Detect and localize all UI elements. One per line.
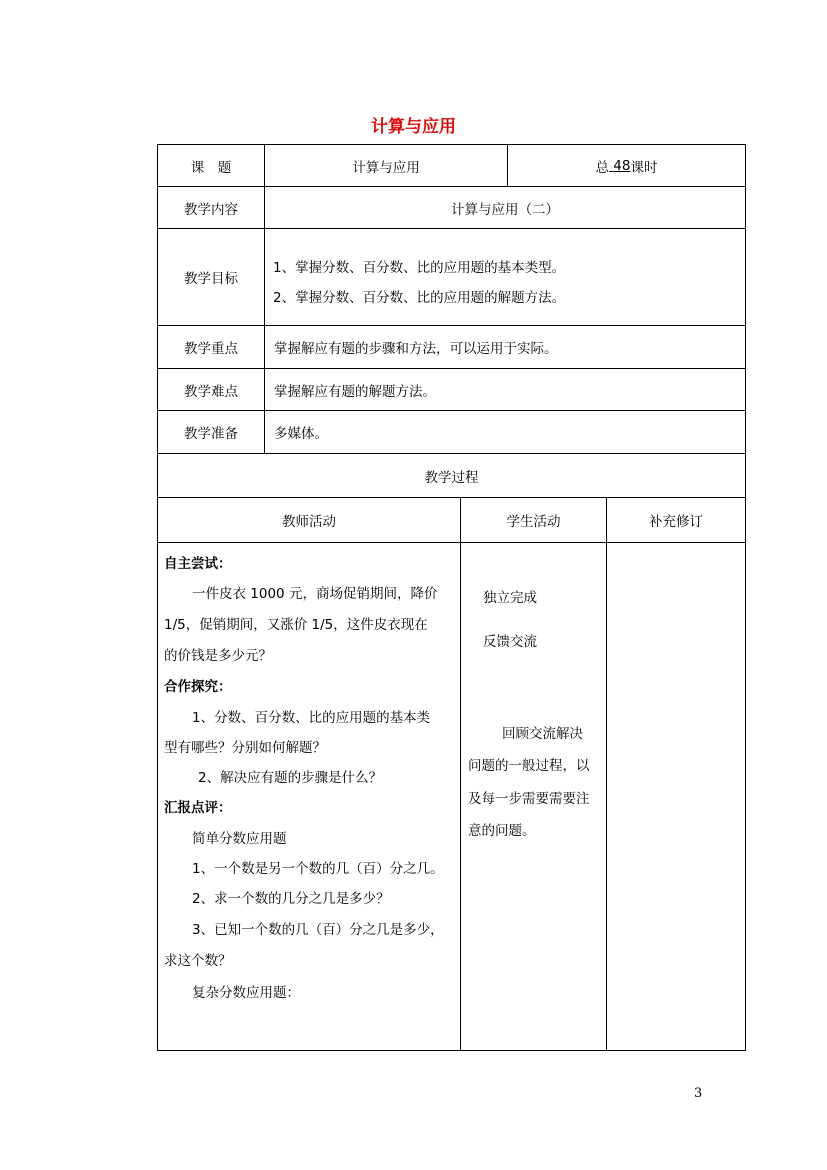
col-student: 学生活动 <box>506 514 561 530</box>
process-label: 教学过程 <box>424 469 479 486</box>
student-line: 意的问题。 <box>468 823 536 839</box>
paragraph-line: 求这个数？ <box>164 953 232 969</box>
paragraph-line: 1、一个数是另一个数的几（百）分之几。 <box>192 861 444 877</box>
section-heading: 自主尝试： <box>164 556 232 572</box>
goal-item: 2、掌握分数、百分数、比的应用题的解题方法。 <box>273 290 566 306</box>
content-label: 教学内容 <box>184 201 238 218</box>
total-lessons <box>508 145 745 186</box>
prep-value: 多媒体。 <box>274 426 328 442</box>
paragraph-line: 2、解决应有题的步骤是什么？ <box>198 770 383 786</box>
student-line: 反馈交流 <box>483 634 537 650</box>
content-value: 计算与应用（二） <box>451 201 559 218</box>
total-suffix: 课时 <box>630 159 658 176</box>
difficulty-label: 教学难点 <box>184 383 238 400</box>
total-prefix: 总 <box>595 159 609 176</box>
section-heading: 合作探究： <box>164 679 232 695</box>
paragraph-line: 一件皮衣 1000 元，商场促销期间，降价 <box>192 586 438 602</box>
goal-item: 1、掌握分数、百分数、比的应用题的基本类型。 <box>273 260 566 276</box>
student-line: 独立完成 <box>483 590 537 606</box>
page-number: 3 <box>694 1086 703 1101</box>
topic-value: 计算与应用 <box>352 159 420 176</box>
paragraph-line: 的价钱是多少元？ <box>164 648 272 664</box>
section-heading: 汇报点评： <box>164 800 232 816</box>
col-teacher: 教师活动 <box>282 514 336 530</box>
topic-label: 课 题 <box>190 159 232 176</box>
paragraph-line: 复杂分数应用题： <box>192 985 300 1001</box>
paragraph-line: 3、已知一个数的几（百）分之几是多少， <box>192 922 444 938</box>
difficulty-value: 掌握解应有题的解题方法。 <box>274 383 436 400</box>
document-title: 计算与应用 <box>371 117 456 137</box>
student-line: 回顾交流解决 <box>502 726 583 742</box>
paragraph-line: 1/5，促销期间，又涨价 1/5，这件皮衣现在 <box>164 617 428 633</box>
paragraph-line: 2、求一个数的几分之几是多少？ <box>192 891 390 907</box>
paragraph-line: 简单分数应用题 <box>192 831 287 847</box>
goals-label: 教学目标 <box>184 271 238 287</box>
key-label: 教学重点 <box>184 341 238 357</box>
total-number: 48 <box>613 157 631 174</box>
col-revise: 补充修订 <box>649 514 703 530</box>
paragraph-line: 型有哪些？分别如何解题？ <box>164 740 326 756</box>
student-line: 及每一步需要需要注 <box>468 791 590 807</box>
key-value: 掌握解应有题的步骤和方法，可以运用于实际。 <box>274 341 558 357</box>
paragraph-line: 1、分数、百分数、比的应用题的基本类 <box>192 710 431 726</box>
student-line: 问题的一般过程，以 <box>468 758 590 774</box>
prep-label: 教学准备 <box>184 426 238 442</box>
